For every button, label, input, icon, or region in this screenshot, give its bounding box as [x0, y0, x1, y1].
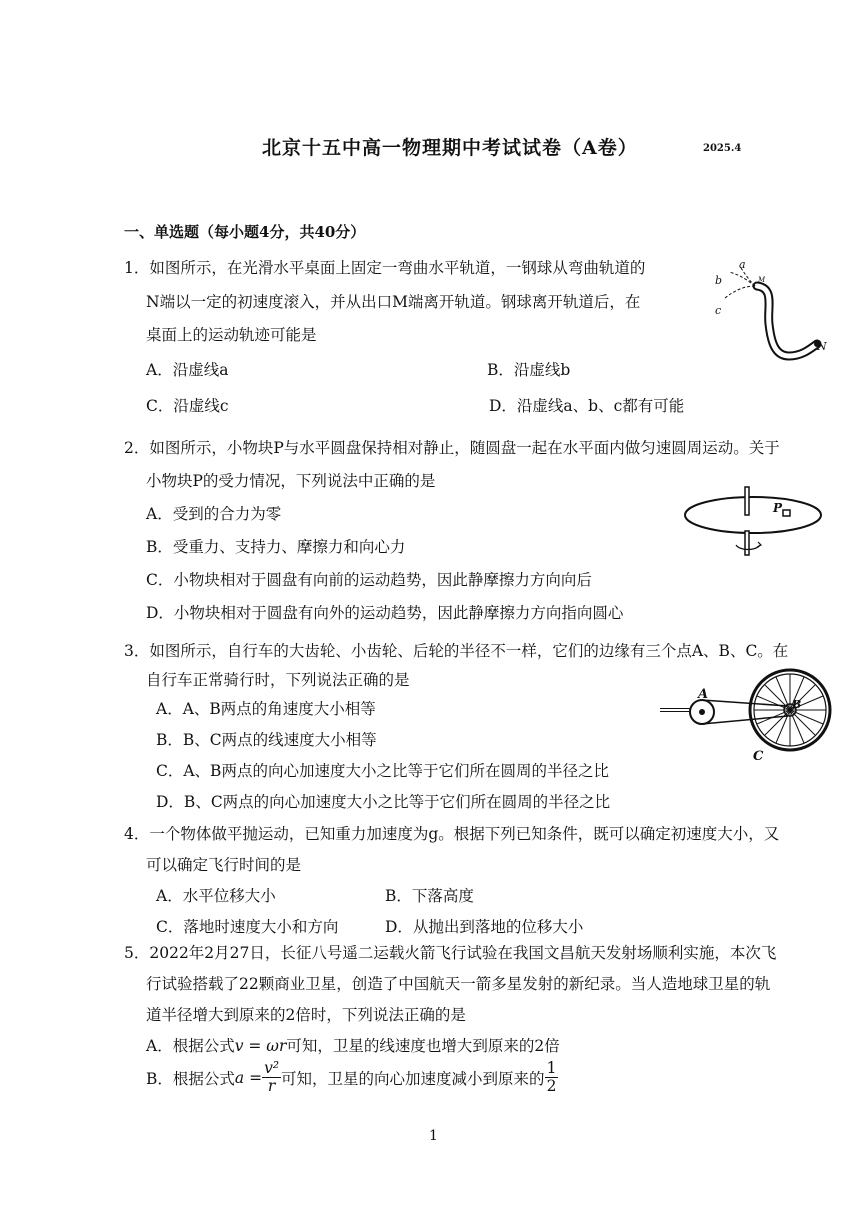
q5-option-b-formula-fraction: [262, 1060, 281, 1095]
q5-option-b-ratio-fraction: [545, 1060, 559, 1095]
bicycle-gears-figure: [660, 646, 835, 766]
q2-option-b: B．受重力、支持力、摩擦力和向心力: [146, 538, 406, 556]
curved-track-figure: [705, 258, 835, 368]
q5-option-a-prefix: A．根据公式: [146, 1037, 235, 1055]
q4-line-2: 可以确定飞行时间的是: [146, 856, 302, 874]
q3-line-1: 3．如图所示，自行车的大齿轮、小齿轮、后轮的半径不一样，它们的边缘有三个点A、B、C。在: [124, 642, 789, 660]
q5-option-a-formula: v = ωr: [234, 1037, 287, 1055]
q1-line-3: 桌面上的运动轨迹可能是: [146, 326, 317, 344]
q5-option-b-suffix: 可知，卫星的向心加速度减小到原来的: [281, 1069, 545, 1088]
q1-figure-label-b: b: [715, 274, 723, 287]
q5-option-b-ratio-numerator: 1: [546, 1059, 557, 1077]
page-title: 北京十五中高一物理期中考试试卷（A卷）: [262, 137, 638, 159]
q5-option-b-ratio-denominator: 2: [546, 1077, 557, 1095]
q1-option-b: B．沿虚线b: [487, 361, 571, 379]
q3-figure-label-a: A: [698, 687, 709, 702]
exam-date: 2025.4: [703, 143, 742, 154]
q3-option-d: D．B、C两点的向心加速度大小之比等于它们所在圆周的半径之比: [156, 793, 611, 811]
q5-option-b-prefix: B．根据公式: [146, 1069, 235, 1088]
q5-option-b: [146, 1060, 558, 1095]
q4-option-a: A．水平位移大小: [156, 887, 276, 905]
q5-option-a-suffix: 可知，卫星的线速度也增大到原来的2倍: [286, 1037, 560, 1055]
rotating-disc-figure: [680, 485, 830, 560]
q2-line-1: 2．如图所示，小物块P与水平圆盘保持相对静止，随圆盘一起在水平面内做匀速圆周运动。关于: [124, 439, 780, 457]
q3-option-b: B．B、C两点的线速度大小相等: [156, 731, 377, 749]
q1-line-1: 1．如图所示，在光滑水平桌面上固定一弯曲水平轨道，一钢球从弯曲轨道的: [124, 259, 646, 277]
q1-figure-label-n: N: [817, 340, 827, 353]
q2-option-d: D．小物块相对于圆盘有向外的运动趋势，因此静摩擦力方向指向圆心: [146, 604, 624, 622]
q5-line-2: 行试验搭载了22颗商业卫星，创造了中国航天一箭多星发射的新纪录。当人造地球卫星的轨: [146, 975, 771, 993]
q4-line-1: 4．一个物体做平抛运动，已知重力加速度为g。根据下列已知条件，既可以确定初速度大小，又: [124, 825, 780, 843]
q5-option-b-denominator: r: [267, 1077, 276, 1095]
q1-option-a: A．沿虚线a: [146, 361, 229, 379]
q3-figure-label-b: B: [792, 698, 802, 711]
q1-option-d: D．沿虚线a、b、c都有可能: [489, 397, 685, 415]
q4-option-d: D．从抛出到落地的位移大小: [385, 918, 584, 936]
q4-option-c: C．落地时速度大小和方向: [156, 918, 339, 936]
q5-line-1: 5．2022年2月27日，长征八号遥二运载火箭飞行试验在我国文昌航天发射场顺利实施，本次飞: [124, 944, 777, 962]
q3-option-a: A．A、B两点的角速度大小相等: [156, 700, 376, 718]
q5-option-b-numerator: v²: [264, 1059, 280, 1077]
q4-option-b: B．下落高度: [385, 887, 474, 905]
q3-figure-label-c: C: [753, 749, 764, 764]
q5-option-b-lhs: a =: [234, 1068, 263, 1087]
q2-option-c: C．小物块相对于圆盘有向前的运动趋势，因此静摩擦力方向向后: [146, 571, 592, 589]
q1-option-c: C．沿虚线c: [146, 397, 229, 415]
page-number: 1: [429, 1128, 438, 1144]
q2-line-2: 小物块P的受力情况，下列说法中正确的是: [146, 472, 436, 490]
q3-line-2: 自行车正常骑行时，下列说法正确的是: [146, 671, 410, 689]
q1-line-2: N端以一定的初速度滚入，并从出口M端离开轨道。钢球离开轨道后，在: [146, 293, 641, 311]
section-heading: 一、单选题（每小题4分，共40分）: [124, 223, 366, 241]
q5-line-3: 道半径增大到原来的2倍时，下列说法正确的是: [146, 1006, 466, 1024]
q3-option-c: C．A、B两点的向心加速度大小之比等于它们所在圆周的半径之比: [156, 762, 609, 780]
q1-figure-label-a: a: [739, 258, 746, 271]
q1-figure-label-c: c: [715, 304, 722, 317]
q1-figure-label-m: M: [758, 276, 766, 284]
q5-option-a: [146, 1034, 560, 1056]
q2-figure-label-p: P: [773, 501, 783, 515]
q2-option-a: A．受到的合力为零: [146, 505, 282, 523]
